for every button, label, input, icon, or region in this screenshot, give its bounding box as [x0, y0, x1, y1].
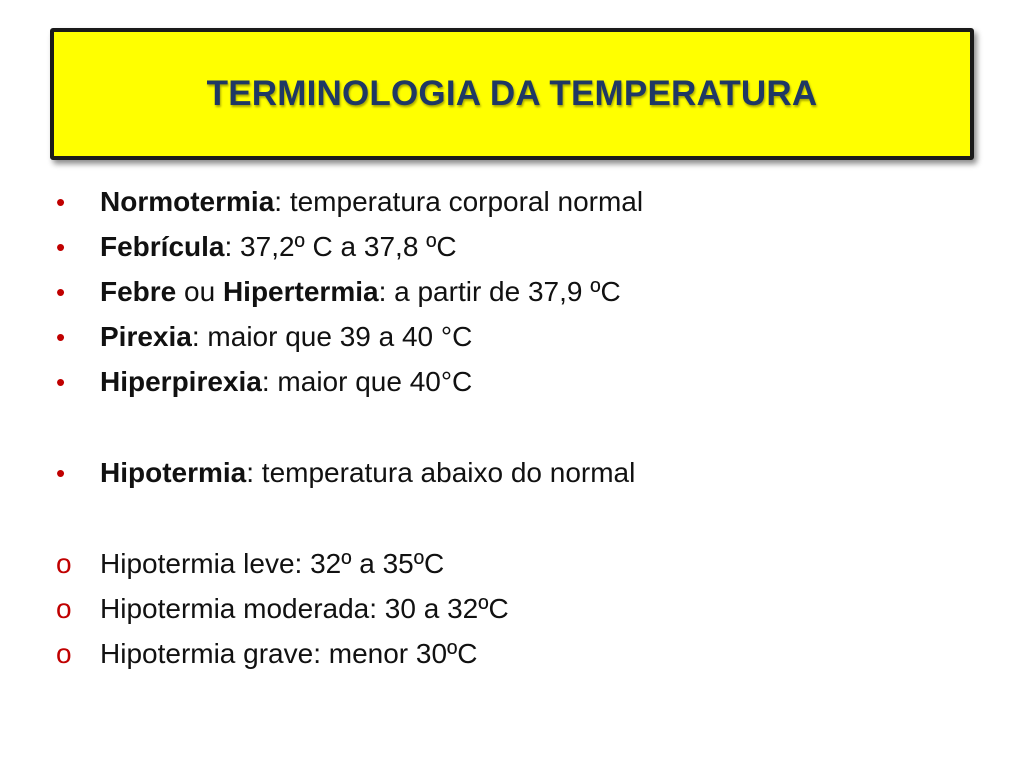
bullet-dot-icon: • [56, 321, 66, 352]
sub-bullet-text: Hipotermia leve: 32º a 35ºC [100, 548, 445, 579]
bullet-dot-icon: • [56, 457, 66, 488]
bullet-description: : maior que 39 a 40 °C [191, 321, 473, 352]
sub-bullet-grave [56, 634, 478, 674]
sub-bullet-text: Hipotermia grave: menor 30ºC [100, 638, 478, 669]
sub-bullet-text: Hipotermia moderada: 30 a 32ºC [100, 593, 509, 624]
sub-bullet-leve [56, 544, 444, 584]
bullet-pirexia [56, 317, 472, 357]
bullet-dot-icon: • [56, 186, 66, 217]
bullet-term: Febrícula [100, 231, 225, 262]
bullet-description: : a partir de 37,9 ºC [378, 276, 621, 307]
bullet-febricula [56, 227, 457, 267]
bullet-circle-icon: o [56, 548, 72, 579]
bullet-description: : temperatura abaixo do normal [246, 457, 636, 488]
bullet-term: Hiperpirexia [100, 366, 262, 397]
bullet-circle-icon: o [56, 593, 72, 624]
bullet-circle-icon: o [56, 638, 72, 669]
sub-bullet-moderada [56, 589, 509, 629]
bullet-hiperpirexia [56, 362, 472, 402]
bullet-description: : temperatura corporal normal [274, 186, 644, 217]
slide-title: TERMINOLOGIA DA TEMPERATURA [206, 74, 818, 113]
bullet-normotermia [56, 182, 643, 222]
bullet-description: : 37,2º C a 37,8 ºC [224, 231, 457, 262]
bullet-term: Normotermia [100, 186, 275, 217]
bullet-connector: ou [176, 276, 223, 307]
bullet-hipotermia [56, 453, 635, 493]
bullet-dot-icon: • [56, 276, 66, 307]
bullet-febre [56, 272, 621, 312]
bullet-description: : maior que 40°C [261, 366, 473, 397]
bullet-term-secondary: Hipertermia [222, 276, 379, 307]
bullet-term: Hipotermia [100, 457, 247, 488]
bullet-dot-icon: • [56, 366, 66, 397]
bullet-term: Pirexia [100, 321, 192, 352]
bullet-term: Febre [100, 276, 177, 307]
bullet-dot-icon: • [56, 231, 66, 262]
